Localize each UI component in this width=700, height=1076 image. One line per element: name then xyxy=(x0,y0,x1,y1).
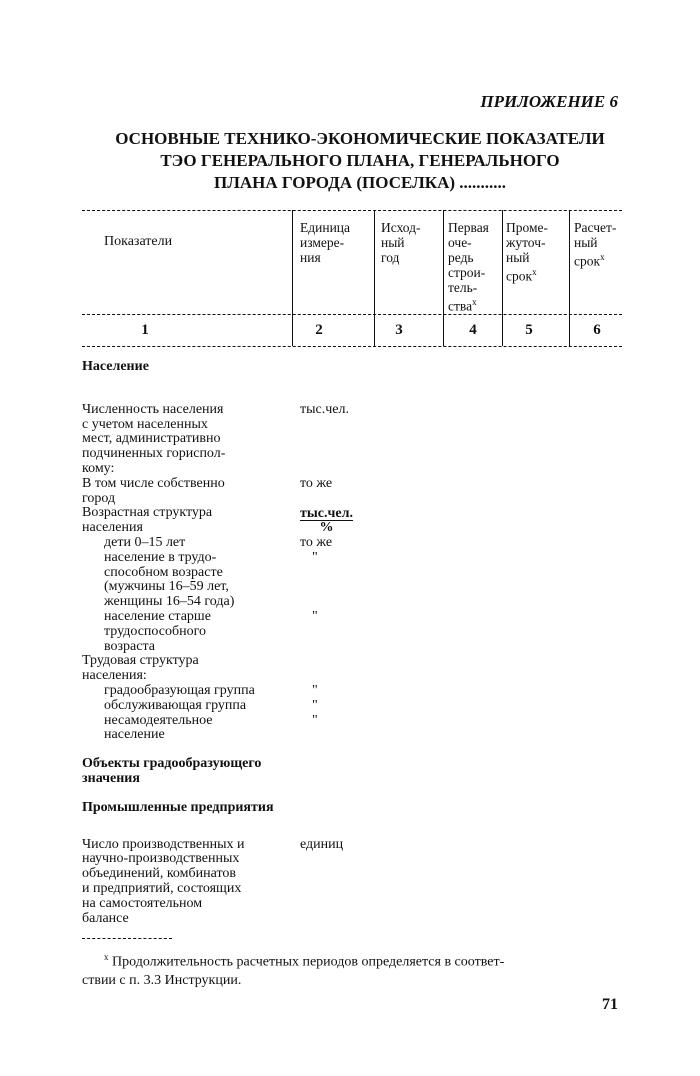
page-title xyxy=(100,128,620,194)
column-number: 3 xyxy=(395,322,403,338)
unit-cell: " xyxy=(312,549,318,565)
unit-cell: " xyxy=(312,608,318,624)
unit-cell: $\frac{\text{тыс.чел.}}{\%}$ xyxy=(300,506,353,536)
table-row: несамодеятельное население " xyxy=(104,712,318,743)
col-divider xyxy=(502,210,503,346)
table-row: Число производственных и научно-производственных объединений, комбинатов и предприятий, состоящих на самостоятельном балансе единиц xyxy=(82,836,344,926)
unit-cell: то же xyxy=(300,475,333,491)
column-number: 5 xyxy=(525,322,533,338)
table-row: население в трудо- способном возрасте (мужчины 16–59 лет, женщины 16–54 года) " xyxy=(104,549,318,610)
unit-cell: тыс.чел. xyxy=(300,401,349,417)
table-row: Трудовая структура населения: xyxy=(82,653,199,684)
footnote-mark: x xyxy=(104,952,109,962)
title-line-3: ПЛАНА ГОРОДА (ПОСЕЛКА) ........... xyxy=(213,173,507,192)
section-heading: Объекты градообразующего значения xyxy=(82,756,262,786)
table-row: население старше трудоспособного возраста " xyxy=(104,608,318,654)
table-row: В том числе собственно город то же xyxy=(82,475,333,506)
section-heading: Население xyxy=(82,359,149,374)
table-row: дети 0–15 лет то же xyxy=(104,534,333,550)
column-number: 6 xyxy=(593,322,601,338)
footnote: $^x$ Продолжительность расчетных периодов определяется в соответ- ствии с п. 3.3 Инструкции. xyxy=(82,952,505,988)
col-divider xyxy=(374,210,375,346)
page-number: 71 xyxy=(602,996,618,1013)
header-design-term: Расчет- ный срок$^x$ xyxy=(574,220,617,269)
header-indicators: Показатели xyxy=(104,234,173,249)
header-intermediate-term: Проме- жуточ- ный срок$^x$ xyxy=(506,220,549,284)
header-mid-rule xyxy=(82,314,622,315)
table-header xyxy=(82,210,622,350)
col-divider xyxy=(443,210,444,346)
column-number: 1 xyxy=(141,322,149,338)
title-line-1: ОСНОВНЫЕ ТЕХНИКО-ЭКОНОМИЧЕСКИЕ ПОКАЗАТЕЛИ xyxy=(115,129,605,148)
table-row: обслуживающая группа " xyxy=(104,697,318,713)
title-line-2: ТЭО ГЕНЕРАЛЬНОГО ПЛАНА, ГЕНЕРАЛЬНОГО xyxy=(160,151,560,170)
header-base-year: Исход- ный год xyxy=(381,220,421,265)
column-number: 2 xyxy=(315,322,323,338)
header-top-rule xyxy=(82,210,622,211)
unit-cell: " xyxy=(312,697,318,713)
table-row: градообразующая группа " xyxy=(104,682,318,698)
unit-cell: то же xyxy=(300,534,333,550)
header-unit: Единица измере- ния xyxy=(300,220,351,265)
unit-cell: " xyxy=(312,682,318,698)
col-divider xyxy=(569,210,570,346)
section-heading: Промышленные предприятия xyxy=(82,799,274,815)
column-number: 4 xyxy=(469,322,477,338)
table-row: Возрастная структура населения $\frac{\text{тыс.чел.}}{\%}$ xyxy=(82,505,353,536)
table-body xyxy=(82,360,622,926)
header-bottom-rule xyxy=(82,346,622,347)
appendix-label: ПРИЛОЖЕНИЕ 6 xyxy=(480,92,618,111)
header-first-stage: Первая оче- редь строи- тель- ства$^x$ xyxy=(448,220,489,314)
unit-cell: единиц xyxy=(300,836,344,852)
table-row: Численность населения с учетом населенных мест, административно подчиненных гориспол- кому: тыс.чел. xyxy=(82,401,349,476)
col-divider xyxy=(292,210,293,346)
unit-cell: " xyxy=(312,712,318,728)
footnote-rule xyxy=(82,938,172,939)
